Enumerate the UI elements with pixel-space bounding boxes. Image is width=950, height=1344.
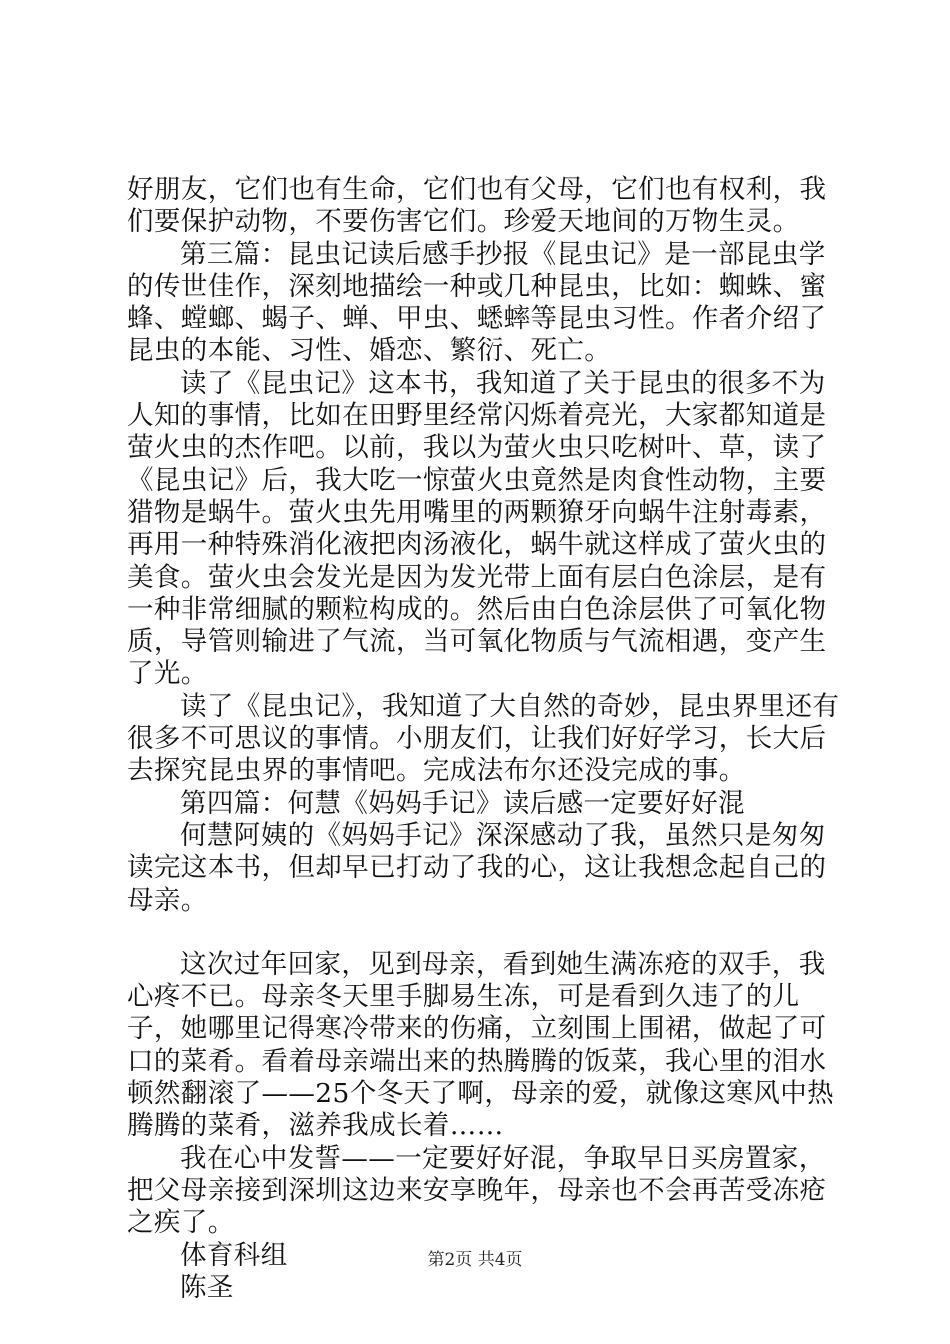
- signature-author: 陈圣: [180, 1271, 234, 1303]
- page-number-footer: 第2页 共4页: [427, 1250, 523, 1270]
- paragraph-homecoming: 这次过年回家，见到母亲，看到她生满冻疮的双手，我心疼不已。母亲冬天里手脚易生冻，可是看到久违了的儿子，她哪里记得寒冷带来的伤痛，立刻围上围裙，做起了可口的菜肴。看着母亲端出来的热腾腾的饭菜，我心里的泪水顿然翻滚了——25个冬天了啊，母亲的爱，就像这寒风中热腾腾的菜肴，滋养我成长着……: [127, 948, 835, 1142]
- document-body: [127, 174, 847, 1304]
- paragraph-vow: 我在心中发誓——一定要好好混，争取早日买房置家，把父母亲接到深圳这边来安享晚年，母亲也不会再苦受冻疮之疾了。: [127, 1142, 827, 1239]
- paragraph-firefly: 读了《昆虫记》这本书，我知道了关于昆虫的很多不为人知的事情，比如在田野里经常闪烁着亮光，大家都知道是萤火虫的杰作吧。以前，我以为萤火虫只吃树叶、草，读了《昆虫记》后，我大吃一惊萤火虫竟然是肉食性动物，主要猎物是蜗牛。萤火虫先用嘴里的两颗獠牙向蜗牛注射毒素，再用一种特殊消化液把肉汤液化，蜗牛就这样成了萤火虫的美食。萤火虫会发光是因为发光带上面有层白色涂层，是有一种非常细腻的颗粒构成的。然后由白色涂层供了可氧化物质，导管则输进了气流，当可氧化物质与气流相遇，变产生了光。: [127, 367, 827, 690]
- paragraph-section3-intro: 第三篇：昆虫记读后感手抄报《昆虫记》是一部昆虫学的传世佳作，深刻地描绘一种或几种昆虫，比如：蜘蛛、蜜蜂、螳螂、蝎子、蝉、甲虫、蟋蟀等昆虫习性。作者介绍了昆虫的本能、习性、婚恋、繁衍、死亡。: [127, 238, 827, 367]
- paragraph-moved: 何慧阿姨的《妈妈手记》深深感动了我，虽然只是匆匆读完这本书，但却早已打动了我的心，这让我想念起自己的母亲。: [127, 819, 827, 916]
- signature-department: 体育科组: [180, 1239, 288, 1271]
- blank-line: [127, 917, 847, 949]
- section4-title: 第四篇：何慧《妈妈手记》读后感一定要好好混: [180, 787, 745, 819]
- paragraph-continuation: 好朋友，它们也有生命，它们也有父母，它们也有权利，我们要保护动物，不要伤害它们。珍爱天地间的万物生灵。: [127, 174, 827, 238]
- paragraph-nature: 读了《昆虫记》，我知道了大自然的奇妙，昆虫界里还有很多不可思议的事情。小朋友们，让我们好好学习，长大后去探究昆虫界的事情吧。完成法布尔还没完成的事。: [127, 690, 840, 787]
